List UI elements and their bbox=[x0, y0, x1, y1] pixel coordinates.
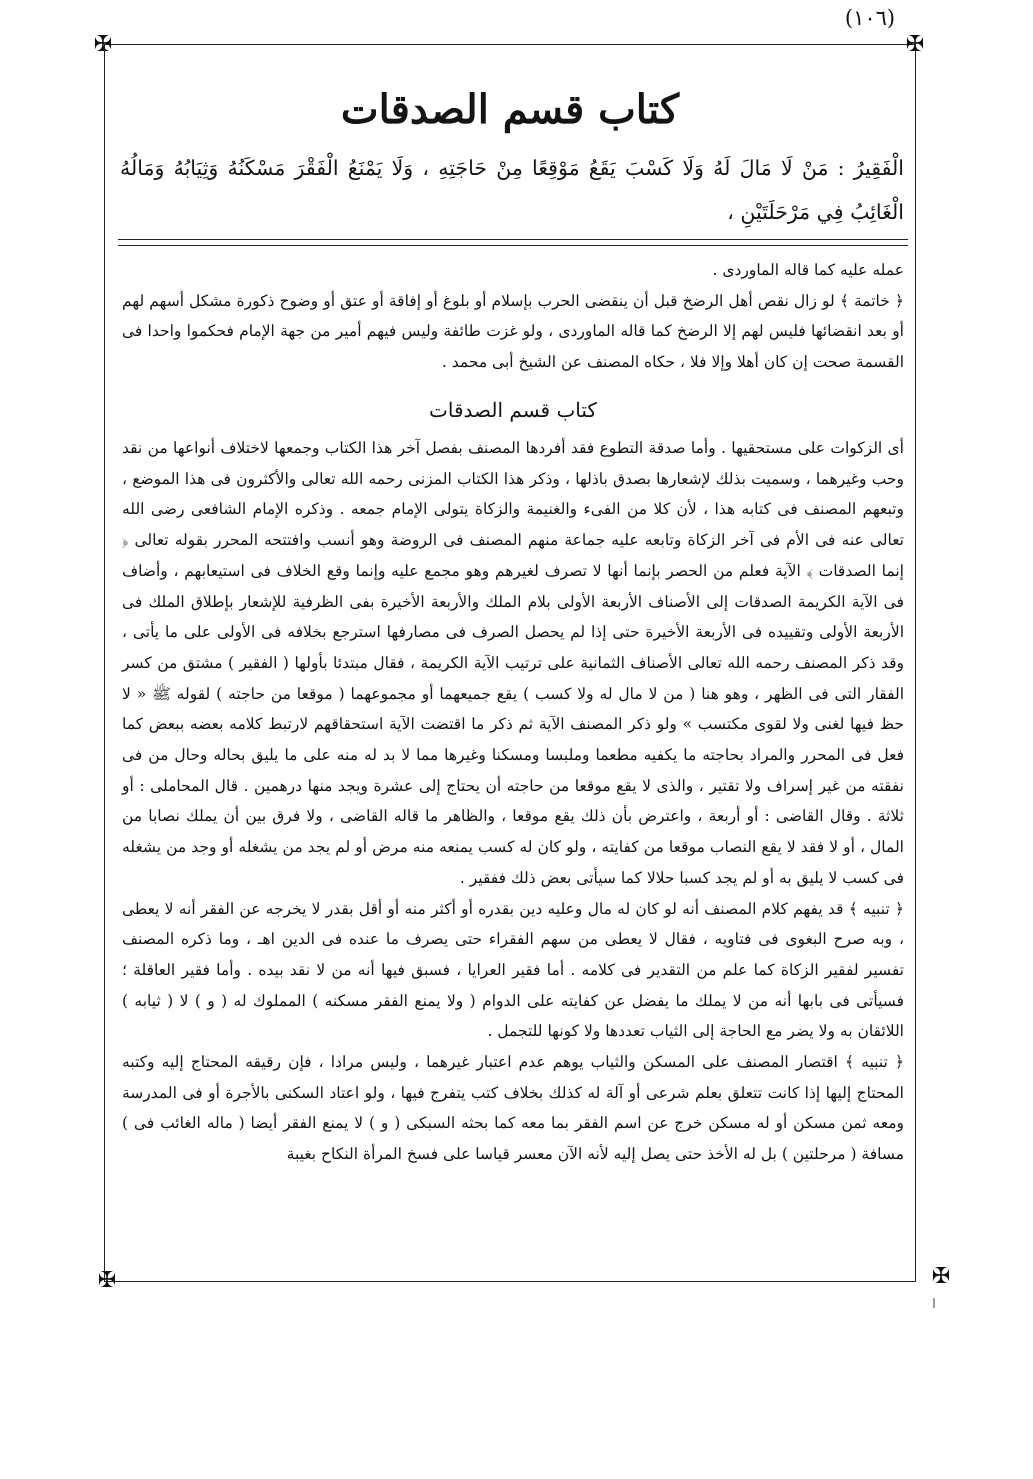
commentary-paragraph: ﴿ تنبيه ﴾ اقتصار المصنف على المسكن والثياب يوهم عدم اعتبار غيرهما ، وليس مرادا ، فإن رقيقه المحتاج إليه وكتبه المحتاج إليها إذا كانت تتعلق بعلم شرعى أو آلة له كذلك بخلاف كتب يتفرج فيها ، ولو اعتاد السكنى بالأجرة أو فى المدرسة ومعه ثمن مسكن أو له مسكن خرج عن اسم الفقر بما معه كما بحثه السبكى ( و ) لا يمنع الفقر أيضا ( ماله الغائب فى ) مسافة ( مرحلتين ) بل له الأخذ حتى يصل إليه لأنه الآن معسر قياسا على فسخ المرأة النكاح بغيبة bbox=[122, 1053, 904, 1164]
divider-rule bbox=[118, 245, 908, 246]
commentary-paragraph: أى الزكوات على مستحقيها . وأما صدقة التطوع فقد أفردها المصنف بفصل آخر هذا الكتاب وجمعها لاختلاف أنواعها من نقد وحب وغيرهما ، وسميت بذلك لإشعارها بصدق باذلها ، وذكر هذا الكتاب المزنى رحمه الله تعالى والأكثرون فى هذا الموضع ، وتبعهم المصنف فى كتابه هذا ، لأن كلا من الفىء والغنيمة والزكاة يتولى الإمام جمعه . وذكره الإمام الشافعى رضى الله تعالى عنه فى الأم فى آخر الزكاة وتابعه عليه جماعة منهم المصنف فى الروضة وهو أنسب وافتتحه المحرر بقوله تعالى ﴿ إنما الصدقات ﴾ الآية فعلم من الحصر بإنما أنها لا تصرف لغيرهم وهو مجمع عليه وإنما وقع الخلاف فى استيعابهم ، وأضاف فى الآية الكريمة الصدقات إلى الأصناف الأربعة الأولى بلام الملك والأربعة الأخيرة بفى الظرفية للإشعار بإطلاق الملك فى الأربعة الأولى وتقييده فى الأربعة الأخيرة حتى إذا لم يحصل الصرف فى مصارفها استرجع بخلافه فى الأولى على ما يأتى ، وقد ذكر المصنف رحمه الله تعالى الأصناف الثمانية على ترتيب الآية الكريمة ، فقال مبتدئا بأولها ( الفقير ) مشتق من كسر الفقار التى فى الظهر ، وهو هنا ( من لا مال له ولا كسب ) يقع جميعهما أو مجموعهما ( موقعا من حاجته ) لقوله ﷺ « لا حظ فيها لغنى ولا لقوى مكتسب » ولو ذكر المصنف الآية ثم ذكر ما اقتضت الآية استحقاقهم لارتبط كلامه بعضه ببعض كما فعل فى المحرر والمراد بحاجته ما يكفيه مطعما وملبسا ومسكنا وغيرها مما لا بد له منه على ما يليق بحاله وحال من فى نفقته من غير إسراف ولا تقتير ، والذى لا يقع موقعا من حاجته أن يحتاج إلى عشرة ويجد منها درهمين . قال المحاملى : أو ثلاثة . وقال القاضى : أو أربعة ، واعترض بأن ذلك يقع موقعا ، والظاهر ما قاله القاضى ، ولا فرق بين أن يملك نصابا من المال ، أو لا فقد لا يقع النصاب موقعا من كفايته ، ولو كان له كسب يمنعه منه مرض أو لم يجد من يشغله أو وجد من يشغله فى كسب لا يليق به أو لم يجد كسبا حلالا كما سيأتى بعض ذلك ففقير . bbox=[122, 439, 904, 887]
section-heading: كتاب قسم الصدقات bbox=[429, 398, 597, 422]
commentary-top bbox=[122, 255, 904, 378]
commentary-paragraph: ﴿ خاتمة ﴾ لو زال نقص أهل الرضخ قبل أن ينقضى الحرب بإسلام أو بلوغ أو إفاقة أو عتق أو وضوح ذكورة مشكل أسهم لهم أو بعد انقضائها فليس لهم إلا الرضخ كما قاله الماوردى ، ولو غزت طائفة وليس فيهم أمير من جهة الإمام فحكموا واحدا فى القسمة صحت إن كان أهلا وإلا فلا ، حكاه المصنف عن الشيخ أبى محمد . bbox=[122, 291, 904, 372]
corner-ornament-icon: ✠ bbox=[97, 1268, 117, 1293]
commentary-paragraph: عمله عليه كما قاله الماوردى . bbox=[712, 261, 904, 279]
matn-text: الْفَقِيرُ : مَنْ لَا مَالَ لَهُ وَلَا كَسْبَ يَقَعُ مَوْقِعًا مِنْ حَاجَتِهِ ، وَلَا يَمْنَعُ الْفَقْرَ مَسْكَنُهُ وَثِيَابُهُ وَمَالُهُ الْغَائِبُ فِي مَرْحَلَتَيْنِ ، bbox=[120, 156, 904, 224]
corner-ornament-icon: ✠ bbox=[93, 32, 113, 57]
book-title: كتاب قسم الصدقات bbox=[340, 86, 680, 133]
corner-ornament-icon: ✠ bbox=[905, 32, 925, 57]
page-number: (١٠٦) bbox=[844, 6, 896, 30]
divider-rule bbox=[118, 239, 908, 240]
corner-ornament-icon: ✠ bbox=[931, 1264, 951, 1289]
commentary-main bbox=[122, 433, 904, 1170]
scan-mark bbox=[933, 1298, 935, 1308]
commentary-paragraph: ﴿ تنبيه ﴾ قد يفهم كلام المصنف أنه لو كان له مال وعليه دين بقدره أو أكثر منه أو أقل بقدر لا يخرجه عن الفقر أنه لا يعطى ، وبه صرح البغوى فى فتاويه ، فقال لا يعطى من سهم الفقراء حتى يصرف ما عنده فى الدين اهـ ، وما ذكره المصنف تفسير لفقير الزكاة كما علم من التقدير فى كلامه . أما فقير العرايا ، فسبق فيها أنه من لا نقد بيده . وأما فقير العاقلة ؛ فسيأتى فى بابها أنه من لا يملك ما يفضل عن كفايته على الدوام ( ولا يمنع الفقر مسكنه ) المملوك له ( و ) لا ( ثيابه ) اللائقان به ولا يضر مع الحاجة إلى الثياب تعددها ولا كونها للتجمل . bbox=[122, 899, 904, 1041]
